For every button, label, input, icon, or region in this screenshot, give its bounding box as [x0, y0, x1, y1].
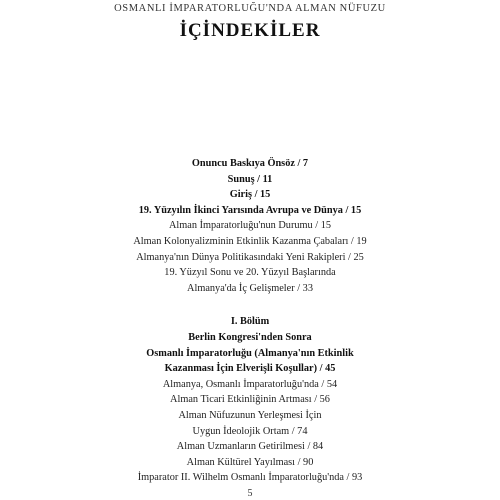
toc-entry-cultural-expansion[interactable]: Alman Kültürel Yayılması / 90	[186, 456, 314, 468]
toc-entry-german-experts[interactable]: Alman Uzmanların Getirilmesi / 84	[176, 441, 324, 453]
table-of-contents	[0, 156, 500, 486]
page-number: 5	[247, 488, 253, 499]
toc-entry-ideological-environment-line2[interactable]: Uygun İdeolojik Ortam / 74	[192, 425, 308, 437]
toc-entry-presentation[interactable]: Sunuş / 11	[227, 173, 273, 185]
toc-entry-german-empire-status[interactable]: Alman İmparatorluğu'nun Durumu / 15	[169, 220, 331, 232]
toc-entry-preface[interactable]: Onuncu Baskıya Önsöz / 7	[191, 158, 309, 169]
toc-entry-new-rivals[interactable]: Almanya'nın Dünya Politikasındaki Yeni Rakipleri / 25	[136, 251, 364, 263]
toc-entry-wilhelm-ii[interactable]: İmparator II. Wilhelm Osmanlı İmparatorluğu'nda / 93	[137, 472, 363, 484]
toc-entry-german-colonialism[interactable]: Alman Kolonyalizminin Etkinlik Kazanma Çabaları / 19	[133, 235, 367, 247]
toc-entry-introduction[interactable]: Giriş / 15	[229, 189, 271, 201]
running-head: OSMANLI İMPARATORLUĞU'NDA ALMAN NÜFUZU	[114, 3, 386, 14]
toc-entry-europe-and-world[interactable]: 19. Yüzyılın İkinci Yarısında Avrupa ve Dünya / 15	[138, 204, 362, 216]
part-heading-line3[interactable]: Kazanması İçin Elverişli Koşullar) / 45	[164, 363, 336, 375]
toc-entry-trade-activity[interactable]: Alman Ticari Etkinliğinin Artması / 56	[170, 394, 330, 406]
toc-entry-germany-in-ottoman[interactable]: Almanya, Osmanlı İmparatorluğu'nda / 54	[162, 378, 338, 390]
part-heading-line1[interactable]: Berlin Kongresi'nden Sonra	[188, 331, 312, 343]
toc-entry-internal-developments-line2[interactable]: Almanya'da İç Gelişmeler / 33	[187, 282, 313, 294]
toc-entry-ideological-environment-line1[interactable]: Alman Nüfuzunun Yerleşmesi İçin	[178, 409, 322, 421]
toc-entry-internal-developments-line1[interactable]: 19. Yüzyıl Sonu ve 20. Yüzyıl Başlarında	[164, 267, 336, 279]
page-title: İÇİNDEKİLER	[179, 20, 321, 41]
part-label: I. Bölüm	[230, 316, 270, 328]
part-heading-line2[interactable]: Osmanlı İmparatorluğu (Almanya'nın Etkinlik	[146, 347, 354, 359]
section-divider-space	[0, 296, 500, 314]
